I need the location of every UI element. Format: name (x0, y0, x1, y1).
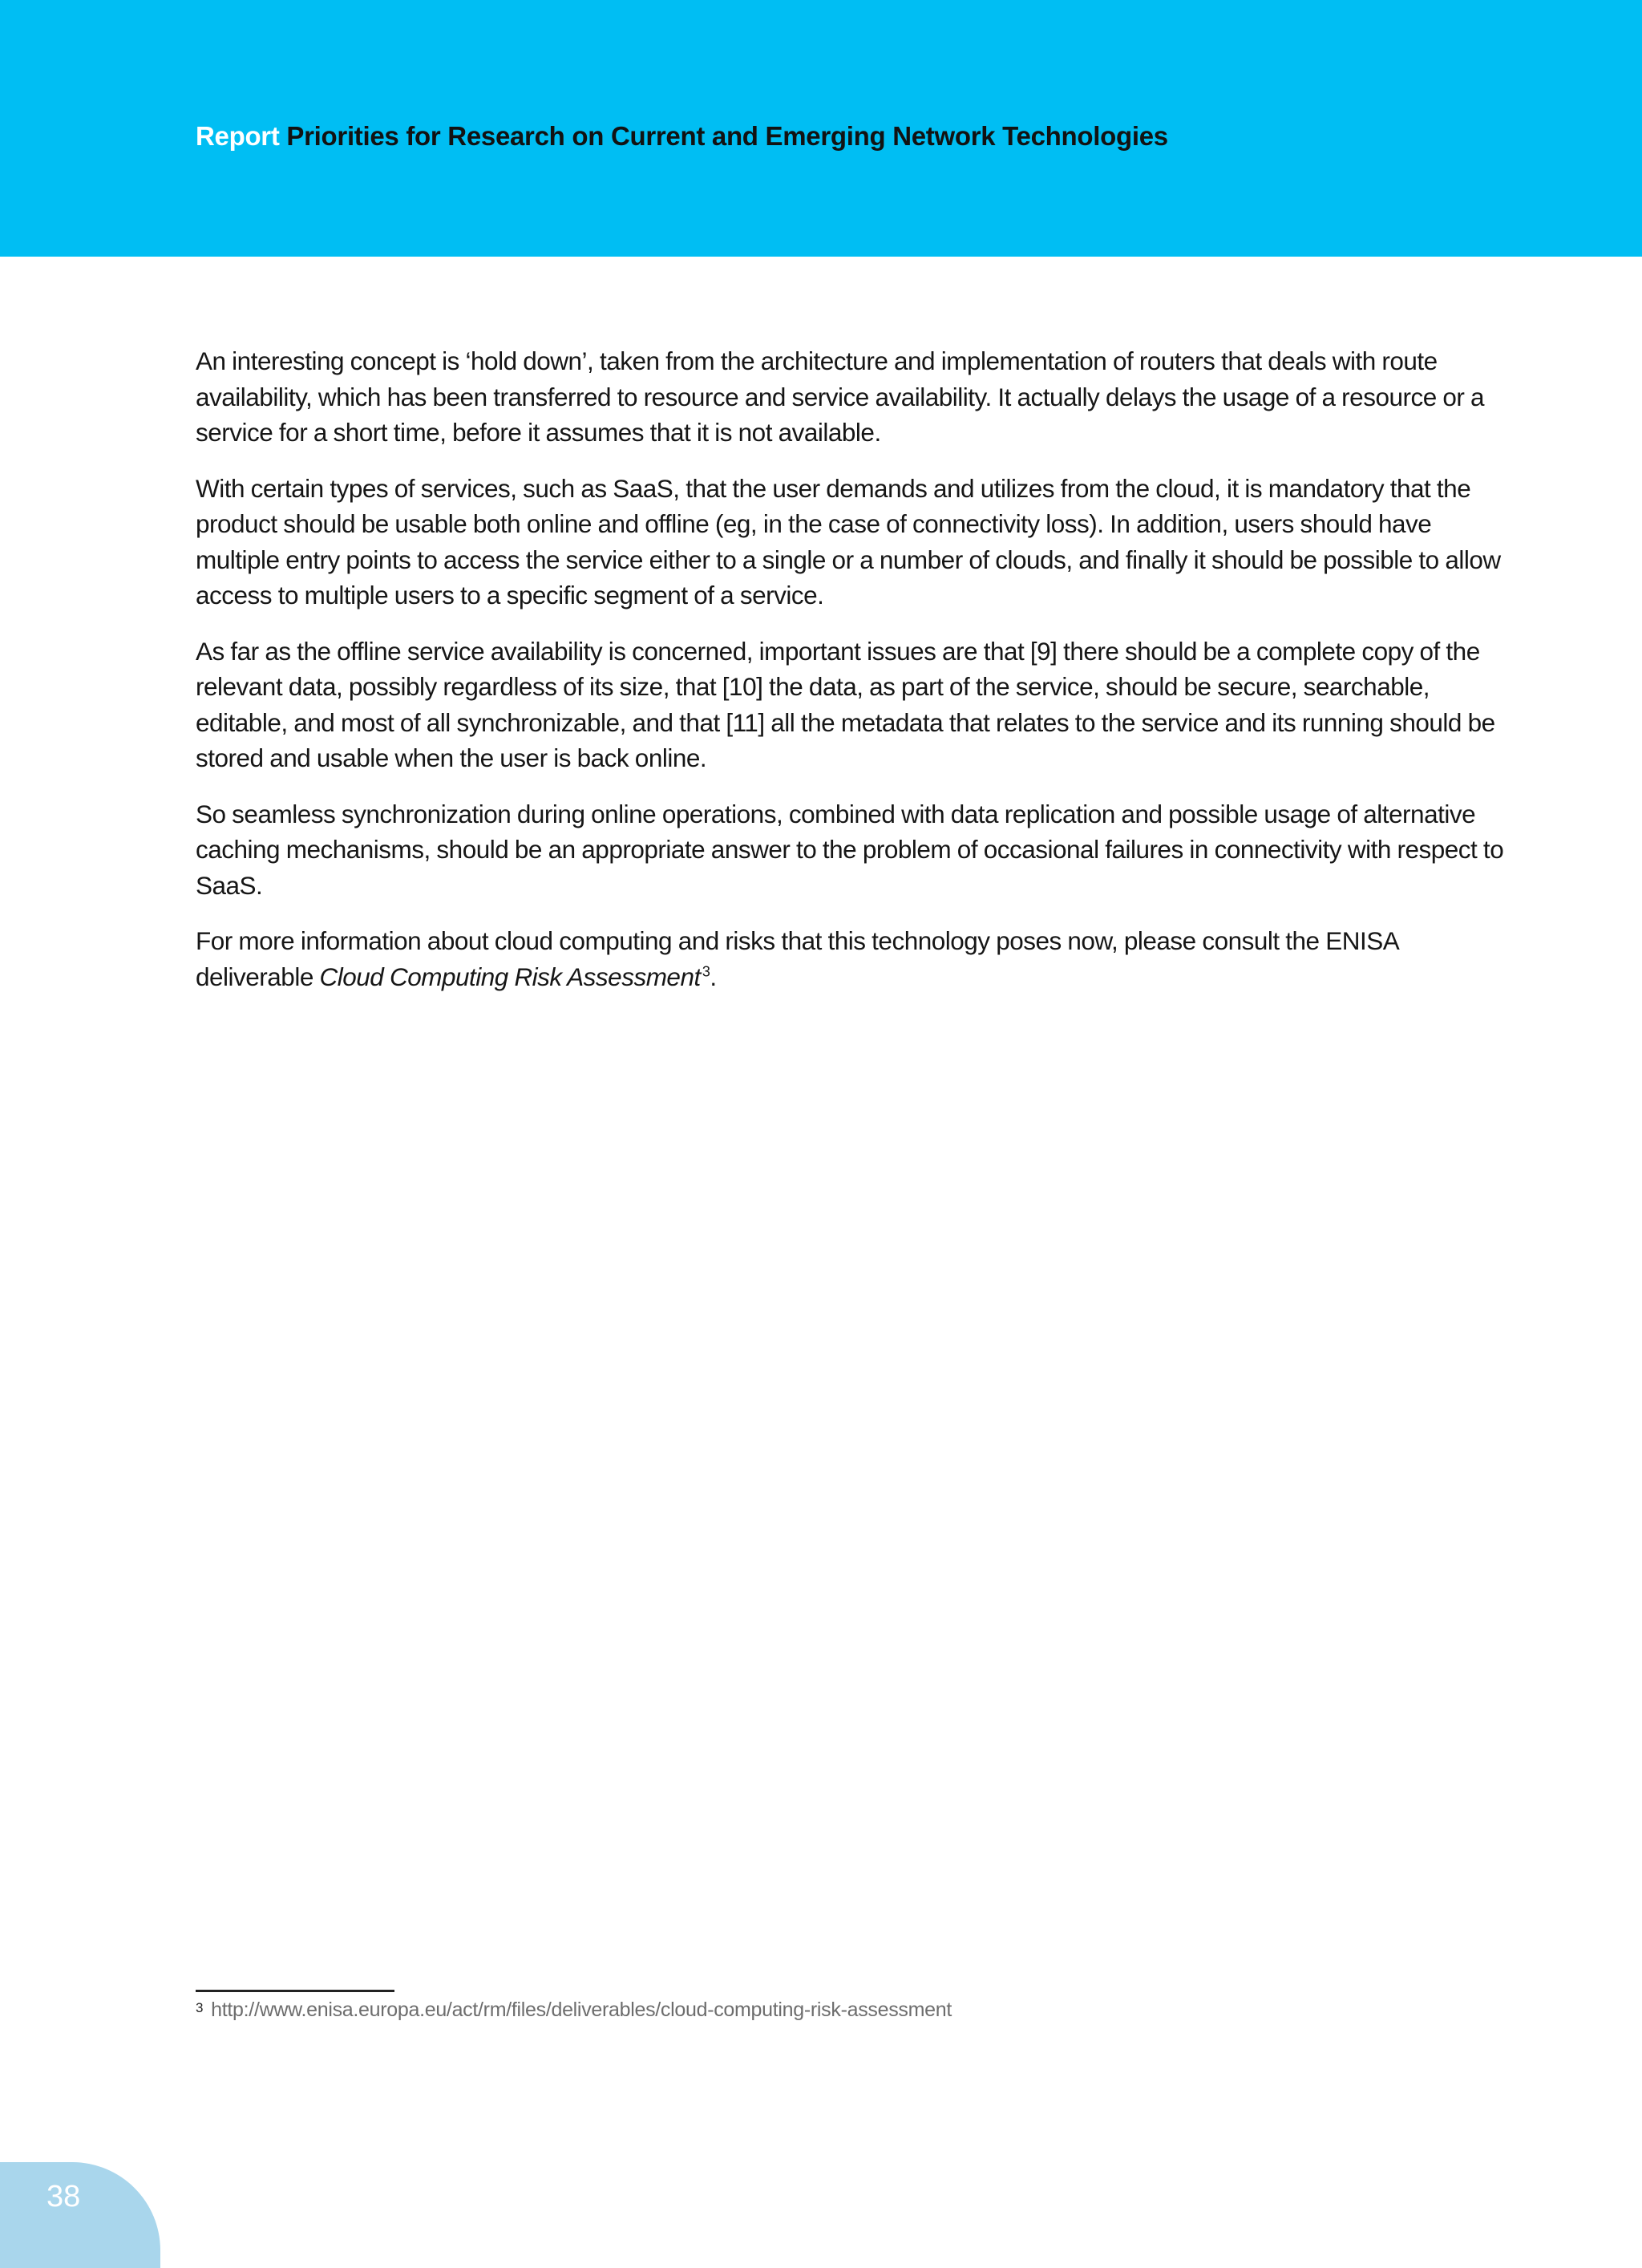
paragraph-seamless-sync: So seamless synchronization during online operations, combined with data replication and possible usage of alternative caching mechanisms, should be an appropriate answer to the problem of occasional failures in connectivity with respect to SaaS. (196, 799, 1504, 900)
more-info-text: For more information about cloud computing and risks that this technology poses now, please consult the ENISA deliverable (196, 926, 1398, 991)
header-band (0, 0, 1642, 257)
deliverable-title: Cloud Computing Risk Assessment (319, 962, 701, 991)
footnote-number: 3 (196, 2000, 204, 2015)
paragraph-hold-down: An interesting concept is ‘hold down’, taken from the architecture and implementation of routers that deals with route availability, which has been transferred to resource and service availability. It actually delays the usage of a resource or a service for a short time, before it assumes that it is not available. (196, 346, 1485, 447)
footnote-reference[interactable]: 3 (702, 963, 710, 979)
header-tag: Report (196, 121, 280, 151)
page-number-tab (0, 2162, 160, 2268)
footnote-separator (196, 1990, 394, 1992)
footnote (196, 1996, 952, 2023)
more-info-end: . (710, 962, 717, 991)
paragraph-saas-usability: With certain types of services, such as SaaS, that the user demands and utilizes from the cloud, it is mandatory that the product should be usable both online and offline (eg, in the case of connectivity loss). In addition, users should have multiple entry points to access the service either to a single or a number of clouds, and finally it should be possible to allow access to multiple users to a specific segment of a service. (196, 473, 1501, 610)
header-title: Priorities for Research on Current and Emerging Network Technologies (286, 121, 1168, 151)
footnote-link[interactable]: http://www.enisa.europa.eu/act/rm/files/deliverables/cloud-computing-risk-assessment (211, 1999, 952, 2021)
running-header (196, 117, 1168, 156)
page-number: 38 (47, 2180, 81, 2213)
body-text (196, 343, 1519, 1015)
paragraph-more-info (196, 923, 1519, 994)
paragraph-offline-availability: As far as the offline service availability is concerned, important issues are that [9] there should be a complete copy of the relevant data, possibly regardless of its size, that [10] the data, as part of the service, should be secure, searchable, editable, and most of all synchronizable, and that [11] all the metadata that relates to the service and its running should be stored and usable when the user is back online. (196, 636, 1495, 772)
